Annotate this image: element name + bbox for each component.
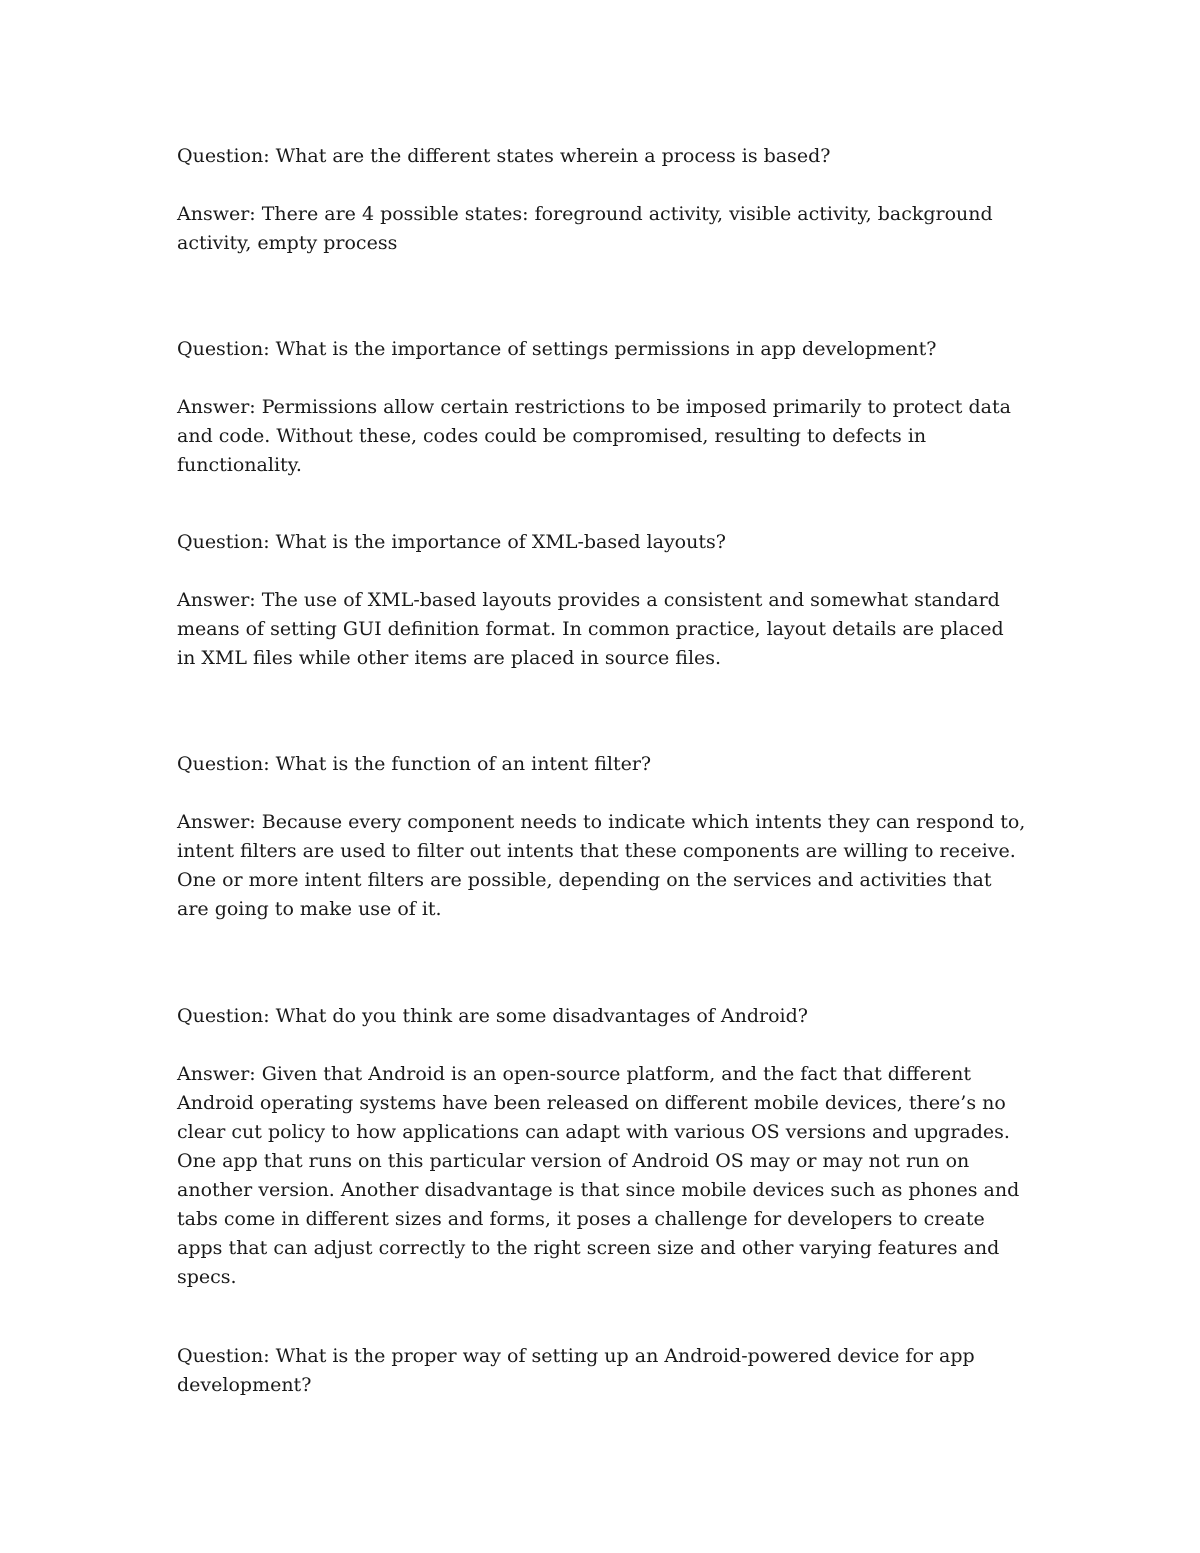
question-text: Question: What is the importance of settings permissions in app development?: [177, 338, 937, 360]
qa-item: [177, 335, 1027, 480]
answer-text: Answer: Given that Android is an open-source platform, and the fact that different Android operating systems have been released on different mobile devices, there’s no clear cut policy to how applications can adapt with various OS versions and upgrades. One app that runs on this particular version of Android OS may or may not run on another version. Another disadvantage is that since mobile devices such as phones and tabs come in different sizes and forms, it poses a challenge for developers to create apps that can adjust correctly to the right screen size and other varying features and specs.: [177, 1063, 1020, 1288]
question-text: Question: What is the importance of XML-based layouts?: [177, 531, 726, 553]
qa-item: [177, 1342, 1027, 1400]
question-text: Question: What do you think are some disadvantages of Android?: [177, 1005, 808, 1027]
qa-item: [177, 1002, 1027, 1292]
question-text: Question: What are the different states wherein a process is based?: [177, 145, 831, 167]
answer-text: Answer: There are 4 possible states: foreground activity, visible activity, background activity, empty process: [177, 203, 993, 254]
qa-item: [177, 528, 1027, 673]
question-text: Question: What is the proper way of setting up an Android-powered device for app development?: [177, 1345, 975, 1396]
answer-text: Answer: Because every component needs to indicate which intents they can respond to, intent filters are used to filter out intents that these components are willing to receive. One or more intent filters are possible, depending on the services and activities that are going to make use of it.: [177, 811, 1026, 920]
answer-text: Answer: Permissions allow certain restrictions to be imposed primarily to protect data and code. Without these, codes could be compromised, resulting to defects in functionality.: [177, 396, 1011, 476]
qa-item: [177, 750, 1027, 924]
question-text: Question: What is the function of an intent filter?: [177, 753, 652, 775]
answer-text: Answer: The use of XML-based layouts provides a consistent and somewhat standard means of setting GUI definition format. In common practice, layout details are placed in XML files while other items are placed in source files.: [177, 589, 1004, 669]
qa-item: [177, 142, 1027, 258]
